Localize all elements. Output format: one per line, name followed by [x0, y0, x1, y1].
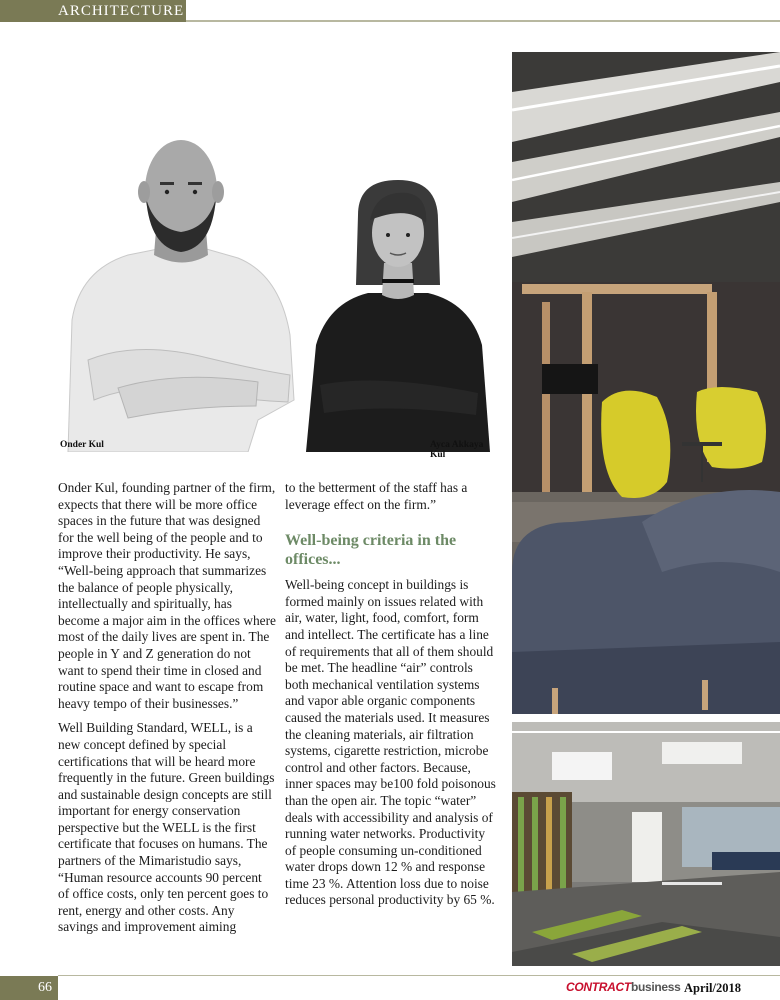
portrait-ayca-akkaya-kul: [298, 175, 498, 452]
section-label: ARCHITECTURE: [58, 3, 185, 19]
paragraph-well-standard: Well Building Standard, WELL, is a new concept defined by special certifications that will be heard more frequently in the future. Green buildings and sustainable design concepts are still important for energy conservation perspective but the WELL is the first certificate that focuses on humans. The partners of the Mimaristudio says, “Human resource accounts 90 percent of office costs, only ten percent goes to rent, energy and other costs. Any savings and improvement aiming: [58, 720, 275, 935]
section-tab: [0, 0, 186, 22]
paragraph-continuation: to the betterment of the staff has a leverage effect on the firm.”: [285, 480, 468, 512]
publication-logo: [566, 980, 681, 994]
photo-open-office: [512, 722, 780, 966]
text-column-left: [58, 480, 276, 944]
portrait-onder-kul: [58, 120, 308, 452]
caption-onder-kul: Onder Kul: [60, 440, 104, 450]
photo-office-lounge: [512, 52, 780, 714]
paragraph-well-being-concept: Well-being concept in buildings is formed mainly on issues related with air, water, light, food, comfort, form and intellect. The certificate has a line of requirements that all of them should be met. The headline “air” controls both mechanical ventilation systems and vapor able organic components caused the materials used. It measures the cleaning materials, air filtration systems, cigarette restriction, microbe control and other factors. Because, inner spaces may be100 fold poisonous than the open air. The topic “water” deals with accessibility and analysis of running water networks. Productivity of people consuming un-conditioned water drops down 12 % and response time 23 %. Attention loss due to noise reduces personal productivity by 65 %.: [285, 577, 496, 908]
subheading-well-being-criteria: Well-being criteria in the offices...: [285, 532, 457, 569]
issue-date: April/2018: [684, 981, 741, 995]
paragraph-onder-kul-quote: Onder Kul, founding partner of the firm, expects that there will be more office spaces in the future that was designed for the well being of the people and to improve their productivity. He says, “Well-being approach that summarizes the balance of people physically, intellectually and spiritually, has become a major aim in the offices where most of the daily lives are spent in. The people in Y and Z generation do not want to spend their time in closed and routine space and want to escape from heavy tempo of their businesses.”: [58, 480, 277, 711]
page-number: 66: [38, 980, 52, 995]
page-number-box: [0, 976, 58, 1000]
portraits-area: [58, 120, 498, 460]
header-rule: [186, 20, 780, 22]
text-column-mid: [285, 480, 497, 917]
footer-rule: [58, 975, 780, 976]
caption-ayca-akkaya-kul: Ayca Akkaya Kul: [430, 440, 484, 460]
logo-contract: CONTRACT: [566, 980, 631, 994]
logo-business: business: [630, 980, 681, 994]
